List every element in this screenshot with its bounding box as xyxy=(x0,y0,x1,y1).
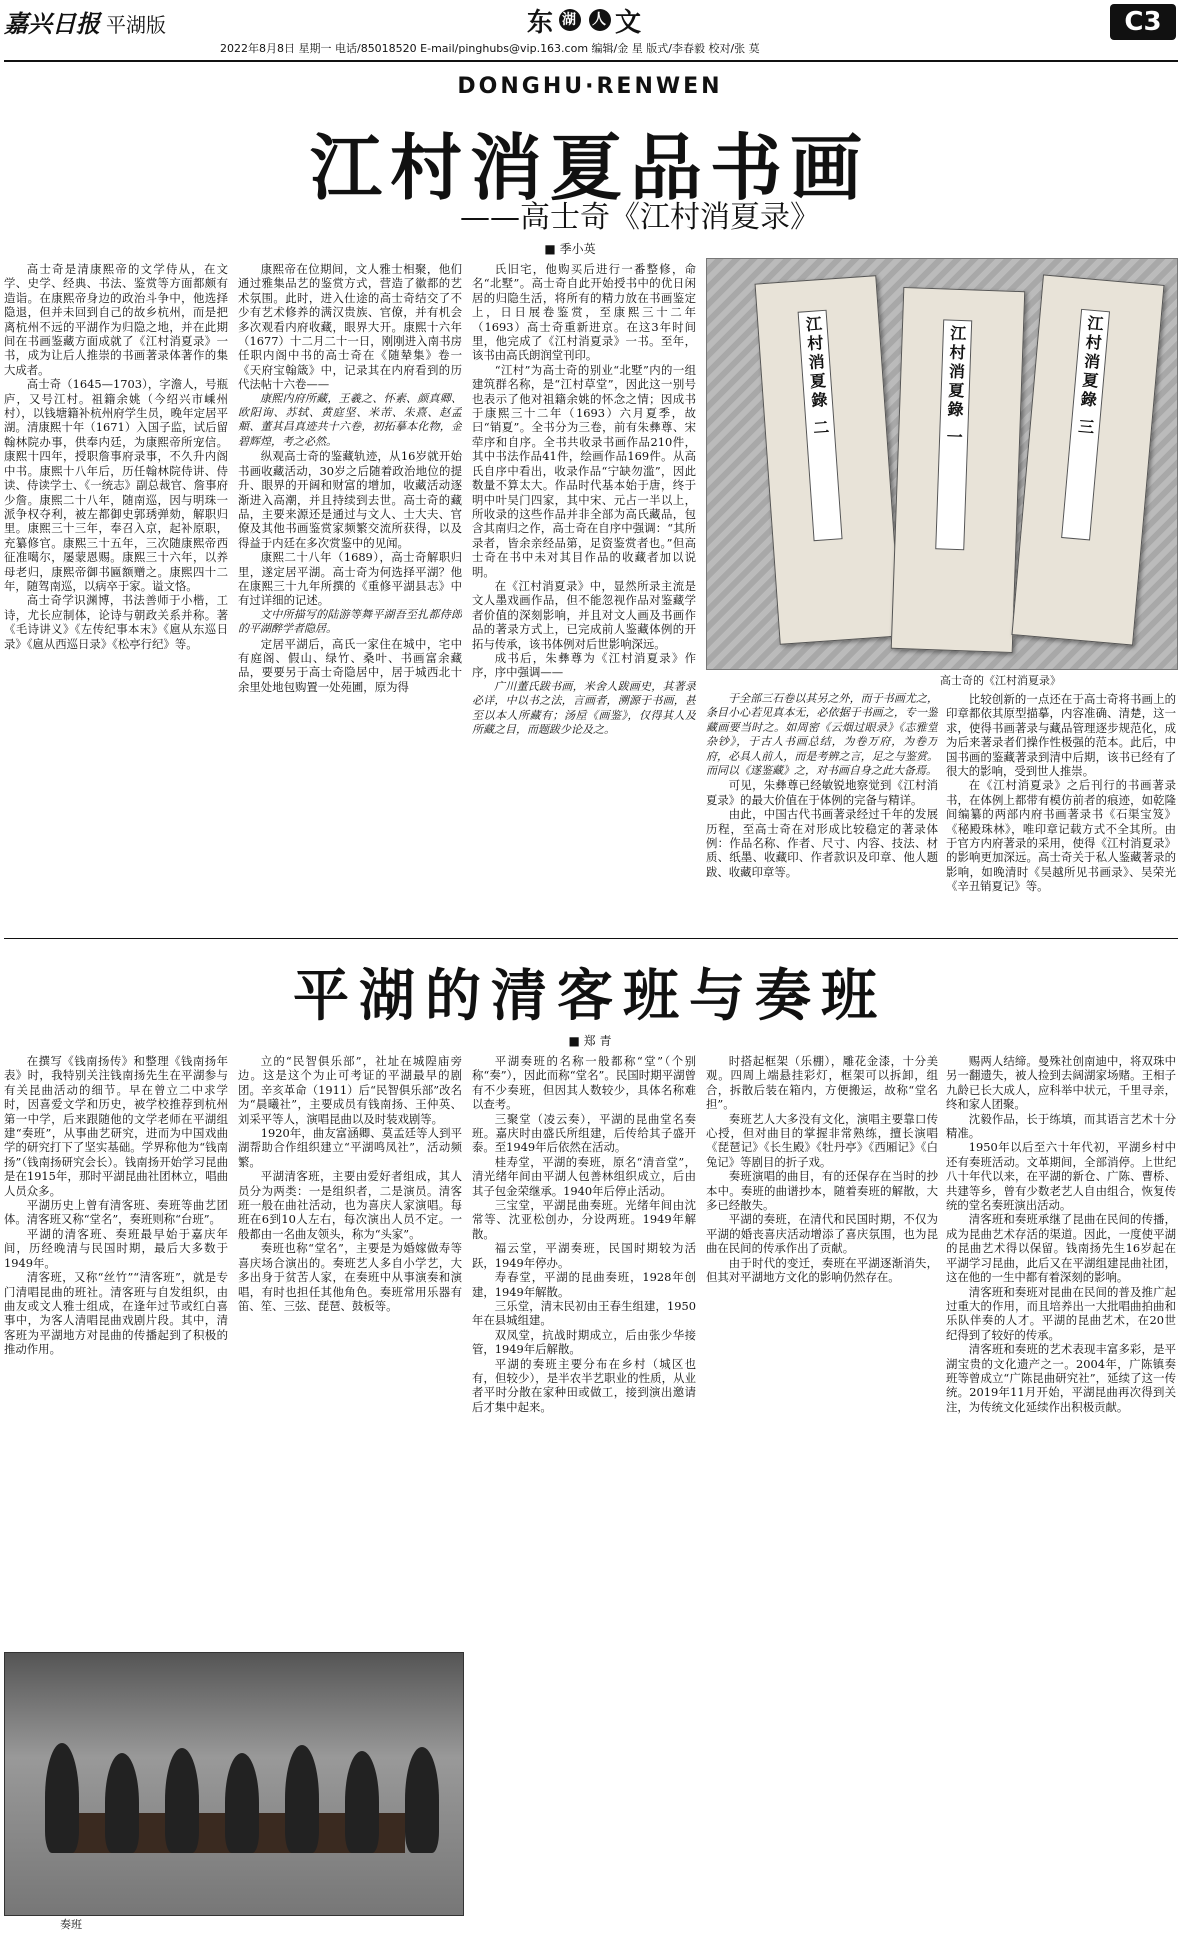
paragraph: 由于时代的变迁，奏班在平湖逐渐消失，但其对平湖地方文化的影响仍然存在。 xyxy=(706,1255,938,1285)
paragraph: 奏班也称“堂名”，主要是为婚嫁做寿等喜庆场合演出的。奏班艺人多自小学艺，大多出身于贫苦人家，在奏班中从事演奏和演唱，有时也担任其他角色。奏班常用乐器有笛、笙、三弦、琵琶、鼓板等。 xyxy=(238,1241,462,1313)
paragraph: 由此，中国古代书画著录经过千年的发展历程，至高士奇在对形成比较稳定的著录体例：作品名称、作者、尺寸、内容、技法、材质、纸墨、收藏印、作者款识及印章、他人题跋、收藏印章等。 xyxy=(706,807,938,879)
article1-column-4 xyxy=(706,692,938,930)
paragraph: “江村”为高士奇的别业“北墅”内的一组建筑群名称，是“江村草堂”，因此这一别号也表示了他对祖籍余姚的怀念之情；因成书于康熙三十二年（1693）六月夏季，故曰“销夏”。全书分为三卷，前有朱彝尊、宋荦序和自序。全书共收录书画作品210件，其中书法作品41件，绘画作品169件。从高氏自序中看出，收录作品“宁缺勿滥”，因此数量不算太大。作品时代基本始于唐，终于明中叶吴门四家，其中宋、元占一半以上，所收录的这些作品并非全部为高氏藏品，包含其南归之作，高士奇在自序中强调：“其所录者，皆余亲经品第，足资鉴赏者也。”但高士奇在书中未对其目作品的收藏者加以说明。 xyxy=(472,362,696,579)
photo-figure xyxy=(165,1748,199,1853)
section-label: DONGHU·RENWEN xyxy=(457,74,723,99)
book-photo xyxy=(706,258,1178,670)
column-title xyxy=(490,2,680,38)
article1-column-2 xyxy=(238,262,462,930)
paragraph: 在撰写《钱南扬传》和整理《钱南扬年表》时，我特别关注钱南扬先生在平湖参与有关昆曲活动的细节。早在曾立二中求学时，因喜爱文学和历史，被学校推荐到杭州第一中学，后来跟随他的文学老师在平湖组建“奏班”，从事曲艺研究，进而为中国戏曲学的研究打下了坚实基础。学界称他为“钱南扬”（钱南扬研究会长）。钱南扬开始学习昆曲是在1915年，那时平湖昆曲社团林立，唱曲人员众多。 xyxy=(4,1054,228,1198)
paragraph: 高士奇是清康熙帝的文学侍从，在文学、史学、经典、书法、鉴赏等方面都颇有造诣。在康熙帝身边的政治斗争中，他选择隐退，但并未回到自己的故乡杭州，而是把离杭州不远的平湖作为归隐之地，并在此期间在书画鉴藏方面成就了《江村消夏录》一书，成为让后人推崇的书画著录体著作的集大成者。 xyxy=(4,262,228,377)
zouban-photo xyxy=(4,1652,464,1916)
article1-column-5 xyxy=(946,692,1176,930)
article1-byline: ■ 季小英 xyxy=(544,242,596,256)
quote-paragraph: 文中所描写的陆游等舞平湖吾至扎都侍郎的平湖醉学者隐居。 xyxy=(238,607,462,636)
paragraph: 氏旧宅，他购买后进行一番整修，命名“北墅”。高士奇自此开始授书中的优日闲居的归隐生活，将所有的精力放在书画鉴定上，日日展卷鉴赏，至康熙三十二年（1693）高士奇重新进京。在这3年时间里，他完成了《江村消夏录》一书。至年，该书由高氏朗润堂刊印。 xyxy=(472,262,696,363)
masthead-rule xyxy=(4,60,1178,62)
paragraph: 立的“民智俱乐部”，社址在城隍庙旁边。这是这个为止可考证的平湖最早的剧团。辛亥革命（1911）后“民智俱乐部”改名为“晨曦社”，主要成员有钱南扬、王仲英、刘采平等人，演唱昆曲以及时装戏剧等。 xyxy=(238,1054,462,1126)
article2-column-5 xyxy=(946,1054,1176,1924)
column-char-4: 文 xyxy=(615,7,644,38)
paragraph: 寿春堂，平湖的昆曲奏班，1928年创建，1949年解散。 xyxy=(472,1270,696,1299)
paragraph: 平湖历史上曾有清客班、奏班等曲艺团体。清客班又称“堂名”，奏班则称“台班”。 xyxy=(4,1198,228,1227)
paragraph: 双凤堂，抗战时期成立，后由张少华接管，1949年后解散。 xyxy=(472,1327,696,1357)
paragraph: 成书后，朱彝尊为《江村消夏录》作序，序中强调—— xyxy=(472,650,696,680)
article2-column-2 xyxy=(238,1054,462,1644)
article1-column-3 xyxy=(472,262,696,930)
book-photo-caption: 高士奇的《江村消夏录》 xyxy=(940,674,1061,687)
zouban-photo-caption: 奏班 xyxy=(60,1918,82,1931)
photo-figure xyxy=(225,1753,259,1853)
article1-title: 江村消夏品书画 xyxy=(309,125,870,210)
photo-figure xyxy=(105,1753,139,1853)
paragraph: 康熙二十八年（1689），高士奇解职归里，遂定居平湖。高士奇为何选择平湖？他在康熙三十九年所撰的《重修平湖县志》中有过详细的记述。 xyxy=(238,550,462,608)
paragraph: 清客班和奏班对昆曲在民间的普及推广起过重大的作用，而且培养出一大批唱曲拍曲和乐队伴奏的人才。平湖的昆曲艺术，在20世纪得到了较好的传承。 xyxy=(946,1284,1176,1342)
photo-figure xyxy=(345,1751,379,1853)
paragraph: 时搭起框架（乐棚），雕花金漆，十分美观。四周上端悬挂彩灯，框架可以拆卸，组合，拆散后装在箱内，方便搬运，故称“堂名担”。 xyxy=(706,1054,938,1112)
paragraph: 清客班，又称“丝竹”“清客班”，就是专门清唱昆曲的班社。清客班与自发组织，由曲友或文人雅士组成，在逢年过节或红白喜事中，为客人清唱昆曲戏剧片段。其中，清客班为平湖地方对昆曲的传播起到了积极的推动作用。 xyxy=(4,1270,228,1357)
paragraph: 高士奇（1645—1703），字澹人，号瓶庐，又号江村。祖籍余姚（今绍兴市嵊州村），以钱塘籍补杭州府学生员，晚年定居平湖。清康熙十年（1671）入国子监，试后留翰林院办事，供奉内廷，为康熙帝所宠信。康熙十四年，授职詹事府录事，不久升内阁中书。康熙十八年后，历任翰林院侍讲、侍读、侍读学士、《一统志》副总裁官、詹事府少詹。康熙二十八年，随南巡，因与明珠一派争权夺利，被左都御史郭琇弹劾，解职归里。康熙三十三年，奉召入京，起补原职，充纂修官。康熙三十五年，三次随康熙帝西征准噶尔，屡蒙恩赐。康熙三十六年，以养母老归，康熙帝御书匾额赠之。康熙四十二年，随驾南巡，以病卒于家。谥文恪。 xyxy=(4,377,228,593)
paragraph: 赐两人结缔。曼殊社创南迪中，将双珠中另一翻遗失，被人捡到去阔湖家场赌。王相子九龄已长大成人，应科举中状元，千里寻亲，终和家人团聚。 xyxy=(946,1054,1176,1112)
edition-name: 平湖版 xyxy=(106,13,166,37)
paragraph: 清客班和奏班承继了昆曲在民间的传播，成为昆曲艺术存活的渠道。因此，一度使平湖的昆曲艺术得以保留。钱南扬先生16岁起在平湖学习昆曲，此后又在平湖组建昆曲社团，这在他的一生中都有着深刻的影响。 xyxy=(946,1212,1176,1285)
paragraph: 1920年，曲友富涵卿、莫孟廷等人到平湖帮助合作组织建立“平湖鸣凤社”，活动频繁。 xyxy=(238,1126,462,1169)
newspaper-brand xyxy=(4,4,264,38)
article2-column-1 xyxy=(4,1054,228,1644)
paragraph: 奏班艺人大多没有文化，演唱主要靠口传心授，但对曲目的掌握非常熟练，擅长演唱《琵琶记》《长生殿》《牡丹亭》《西厢记》《白兔记》等剧目的折子戏。 xyxy=(706,1111,938,1169)
paragraph: 比较创新的一点还在于高士奇将书画上的印章都依其原型描摹，内容准确、清楚，这一求，使得书画著录与藏品管理逐步规范化，成为后来著录者们操作性极强的范本。此后，中国书画的鉴藏著录到清中后期，该书已经有了很大的影响，受到世人推崇。 xyxy=(946,692,1176,779)
paragraph: 平湖清客班，主要由爱好者组成，其人员分为两类：一是组织者，二是演员。清客班一般在曲社活动，也为喜庆人家演唱。每班在6到10人左右，每次演出人员不定。一般都由一名曲友领头，称为“头家”。 xyxy=(238,1169,462,1241)
paragraph: 平湖奏班的名称一般都称“堂”（个别称“奏”），因此而称“堂名”。民国时期平湖曾有不少奏班，但因其人数较少，具体名称难以查考。 xyxy=(472,1054,696,1112)
paragraph: 福云堂，平湖奏班，民国时期较为活跃，1949年停办。 xyxy=(472,1241,696,1270)
paragraph: 高士奇学识渊博，书法善师于小楷，工诗，尤长应制体，论诗与朝政关系并称。著《毛诗讲义》《左传纪事本末》《扈从东巡日录》《扈从西巡日录》《松亭行纪》等。 xyxy=(4,593,228,651)
paragraph: 平湖的奏班，在清代和民国时期，不仅为平湖的婚丧喜庆活动增添了喜庆氛围，也为昆曲在民间的传承作出了贡献。 xyxy=(706,1212,938,1256)
article2-column-3 xyxy=(472,1054,696,1924)
photo-figure xyxy=(45,1743,79,1853)
article2-byline: ■ 郑 青 xyxy=(568,1034,612,1048)
paragraph: 桂寿堂，平湖的奏班，原名“清音堂”，清光绪年间由平湖人包善林组织成立，后由其子包金荣继承。1940年后停止活动。 xyxy=(472,1154,696,1198)
paragraph: 平湖的清客班、奏班最早始于嘉庆年间，历经晚清与民国时期，最后大多数于1949年。 xyxy=(4,1226,228,1270)
book-volume-1 xyxy=(755,275,902,645)
masthead-info: 2022年8月8日 星期一 电话/85018520 E-mail/pinghubs@vip.163.com 编辑/金 星 版式/李春毅 校对/张 莫 xyxy=(220,42,760,55)
article2-column-4 xyxy=(706,1054,938,1924)
paragraph: 奏班演唱的曲目，有的还保存在当时的抄本中。奏班的曲谱抄本，随着奏班的解散，大多已经散失。 xyxy=(706,1169,938,1213)
quote-paragraph: 康熙内府所藏，王羲之、怀素、颜真卿、欧阳询、苏轼、黄庭坚、米芾、朱熹、赵孟頫、董其昌真迹共十六卷，初拓摹本化物，金碧辉煌，考之必然。 xyxy=(238,391,462,448)
quote-paragraph: 广川董氏跋书画，米舍人跋画史，其著录必详，中以书之法，言画者，溯源于书画，甚至以本人所藏有；汤垕《画鉴》，仅得其人及所藏之目，而题跋少论及之。 xyxy=(472,679,696,736)
column-char-2: 湖 xyxy=(559,9,581,31)
paragraph: 沈毅作品，长于练填，而其语言艺术十分精准。 xyxy=(946,1111,1176,1141)
paragraph: 1950年以后至六十年代初，平湖乡村中还有奏班活动。文革期间，全部消停。上世纪八十年代以来，在平湖的新仓、广陈、曹桥、共建等乡，曾有少数老艺人自由组合，恢复传统的堂名奏班演出活动。 xyxy=(946,1140,1176,1213)
photo-figure xyxy=(405,1747,439,1853)
article1-subtitle: ——高士奇《江村消夏录》 xyxy=(460,200,820,235)
paragraph: 清客班和奏班的艺术表现丰富多彩，是平湖宝贵的文化遗产之一。2004年，广陈镇奏班等曾成立“广陈昆曲研究社”，延续了这一传统。2019年11月开始，平湖昆曲再次得到关注，为传统文化延续作出积极贡献。 xyxy=(946,1342,1176,1414)
book-volume-2 xyxy=(891,287,1026,653)
article2-title: 平湖的清客班与奏班 xyxy=(293,964,887,1029)
photo-figure xyxy=(285,1745,319,1853)
book-label: 江村消夏錄 二 xyxy=(798,310,843,541)
paragraph: 在《江村消夏录》之后刊行的书画著录书，在体例上都带有模仿前者的痕迹，如乾隆间编纂的两部内府书画著录书《石渠宝笈》《秘殿珠林》，唯印章记载方式不全其所。由于官方内府著录的采用，使得《江村消夏录》的影响更加深远。高士奇关于私人鉴藏著录的影响，如晚清时《吴越所见书画录》、吴荣光《辛丑销夏记》等。 xyxy=(946,778,1176,894)
paragraph: 纵观高士奇的鉴藏轨迹，从16岁就开始书画收藏活动，30岁之后随着政治地位的提升、眼界的开阔和财富的增加，收藏活动逐渐进入高潮，并且持续到去世。高士奇的藏品，主要来源还是通过与文人、士大夫、官僚及其他书画鉴赏家频繁交流所获得，以及得益于内廷在多次赏鉴中的见闻。 xyxy=(238,449,462,550)
book-label: 江村消夏錄 三 xyxy=(1061,309,1110,541)
paragraph: 三聚堂（凌云奏），平湖的昆曲堂名奏班。嘉庆时由盛氏所组建，后传给其子盛开泰。至1949年后依然在活动。 xyxy=(472,1111,696,1155)
column-char-3: 人 xyxy=(589,9,611,31)
paragraph: 三乐堂，清末民初由王春生组建，1950年在县城组建。 xyxy=(472,1298,696,1328)
paragraph: 定居平湖后，高氏一家住在城中，宅中有庭阁、假山、绿竹、桑叶、书画富余藏品，要要另于高士奇隐居中，居于城西北十余里处地包购置一处苑圃，原为得 xyxy=(238,636,462,694)
book-volume-3 xyxy=(1011,274,1164,645)
section-divider xyxy=(4,938,1178,939)
brand-name: 嘉兴日报 xyxy=(4,9,100,38)
paragraph: 康熙帝在位期间，文人雅士相聚，他们通过雅集品艺的鉴赏方式，营造了徽都的艺术氛围。此时，进入仕途的高士奇结交了不少有艺术修养的满汉贵族、官僚，并有机会多次观看内府收藏，眼界大开。康熙十六年（1677）十二月二十一日，刚刚进入南书房任职内阁中书的高士奇在《随辇集》卷一《天府宝翰箴》中，记录其在内府看到的历代法帖十六卷—— xyxy=(238,262,462,392)
page-number: C3 xyxy=(1110,4,1176,40)
paragraph: 三宝堂，平湖昆曲奏班。光绪年间由沈常等、沈亚松创办，分设两班。1949年解散。 xyxy=(472,1198,696,1241)
book-label: 江村消夏錄 一 xyxy=(935,319,972,550)
quote-paragraph: 于全部三石卷以其另之外，而于书画尤之，条目小心若见真本无，必依据于书画之，专一鉴藏画要当时之。如周密《云烟过眼录》《志雅堂杂钞》，于古人书画总结，为卷万府，为卷万府，必具人前人，而是考辨之言，足之与鉴赏。而同以《遂鉴藏》之，对书画自身之此大备焉。 xyxy=(706,692,938,778)
column-char-1: 东 xyxy=(526,7,555,38)
article1-column-1 xyxy=(4,262,228,930)
paragraph: 在《江村消夏录》中，显然所录主流是文人墨戏画作品，但不能忽视作品对鉴藏学者价值的深刻影响，并且对文人画及书画作品的著录方式上，已完成前人鉴藏体例的开拓与传承，该书体例对后世影响深远。 xyxy=(472,578,696,651)
paragraph: 可见，朱彝尊已经敏锐地察觉到《江村消夏录》的最大价值在于体例的完备与精详。 xyxy=(706,778,938,807)
paragraph: 平湖的奏班主要分布在乡村（城区也有，但较少），是半农半艺职业的性质，从业者平时分散在家种田或做工，接到演出邀请后才集中起来。 xyxy=(472,1356,696,1414)
